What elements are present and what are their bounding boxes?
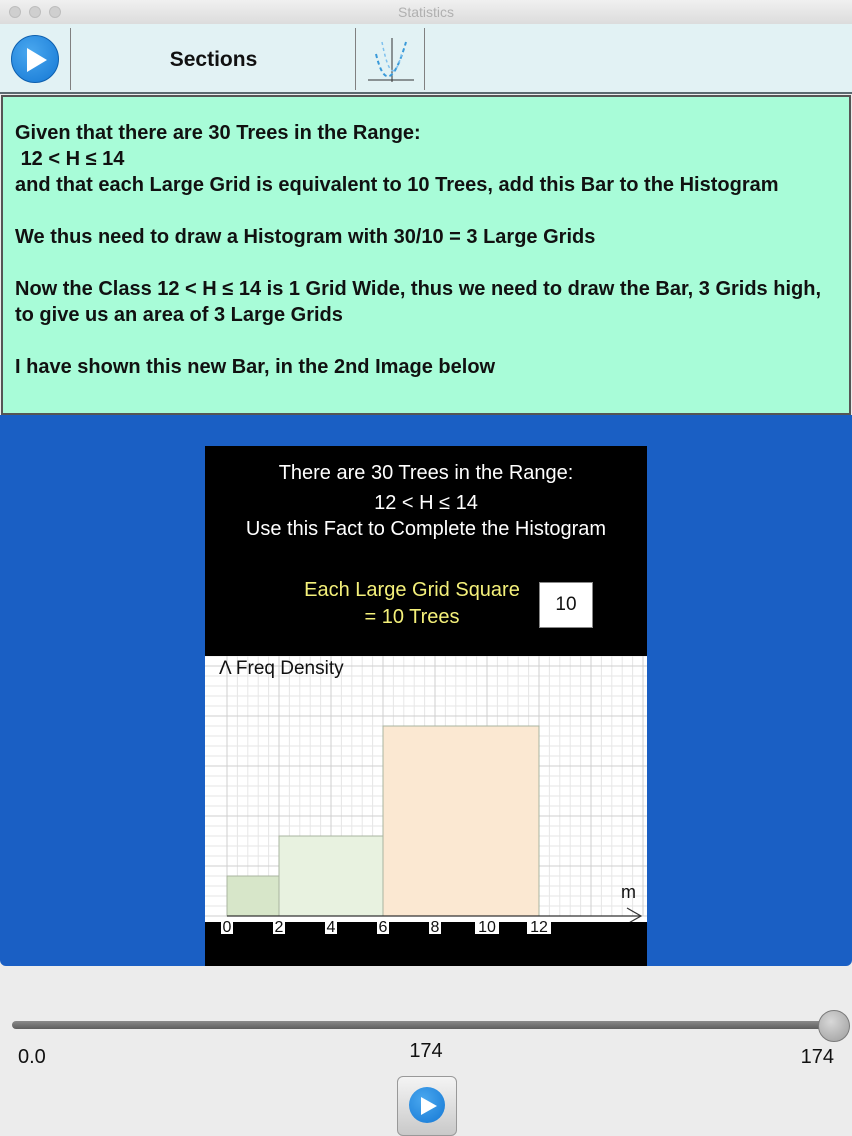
window-titlebar (0, 0, 852, 25)
grid-label-1: Each Large Grid Square (304, 579, 520, 601)
histogram-bar (279, 836, 383, 916)
x-tick-label: 6 (378, 919, 388, 934)
instruction-paragraph: Given that there are 30 Trees in the Range: 12 < H ≤ 14 and that each Large Grid is equivalent to 10 Trees, add this Bar to the Histogram (15, 122, 779, 196)
play-icon (420, 1096, 438, 1116)
chart-base (205, 922, 647, 934)
card-line-3: Use this Fact to Complete the Histogram (245, 518, 607, 540)
slider-max-label: 174 (800, 1046, 834, 1068)
grid-value-field[interactable]: 10 (539, 582, 593, 628)
slider-track[interactable] (12, 1021, 838, 1029)
histogram-bar (227, 876, 279, 916)
card-line-2: 12 < H ≤ 14 (374, 492, 478, 514)
toolbar-divider (355, 28, 356, 90)
histogram-bar (383, 726, 539, 916)
histogram-card (205, 446, 647, 966)
x-tick-label: 10 (478, 919, 496, 934)
x-axis-label: m (621, 882, 636, 902)
toolbar-divider (70, 28, 71, 90)
play-button[interactable] (11, 35, 59, 83)
x-tick-label: 4 (326, 919, 336, 934)
x-tick-label: 12 (530, 919, 548, 934)
window-title: Statistics (397, 4, 454, 20)
y-axis-label: Λ Freq Density (219, 658, 344, 679)
instructions-panel (1, 95, 851, 415)
x-tick-label: 2 (274, 919, 284, 934)
slider-min-label: 0.0 (18, 1046, 46, 1068)
toolbar-divider (424, 28, 425, 90)
x-tick-label: 0 (222, 919, 232, 934)
instruction-paragraph: I have shown this new Bar, in the 2nd Image below (15, 356, 496, 378)
slider-thumb[interactable] (818, 1010, 850, 1042)
graph-icon[interactable] (362, 34, 418, 86)
sections-button[interactable]: Sections (169, 48, 258, 71)
toolbar (0, 24, 852, 94)
histogram-chart (205, 656, 647, 934)
instruction-paragraph: We thus need to draw a Histogram with 30/10 = 3 Large Grids (15, 226, 596, 248)
play-icon (25, 47, 49, 73)
slider-value-label: 174 (409, 1040, 443, 1062)
x-tick-label: 8 (430, 919, 440, 934)
card-line-1: There are 30 Trees in the Range: (278, 462, 574, 484)
instruction-paragraph: Now the Class 12 < H ≤ 14 is 1 Grid Wide, thus we need to draw the Bar, 3 Grids high, to give us an area of 3 Large Grids (15, 278, 827, 326)
bottom-play-button[interactable] (397, 1076, 457, 1136)
grid-label-2: = 10 Trees (364, 606, 460, 628)
